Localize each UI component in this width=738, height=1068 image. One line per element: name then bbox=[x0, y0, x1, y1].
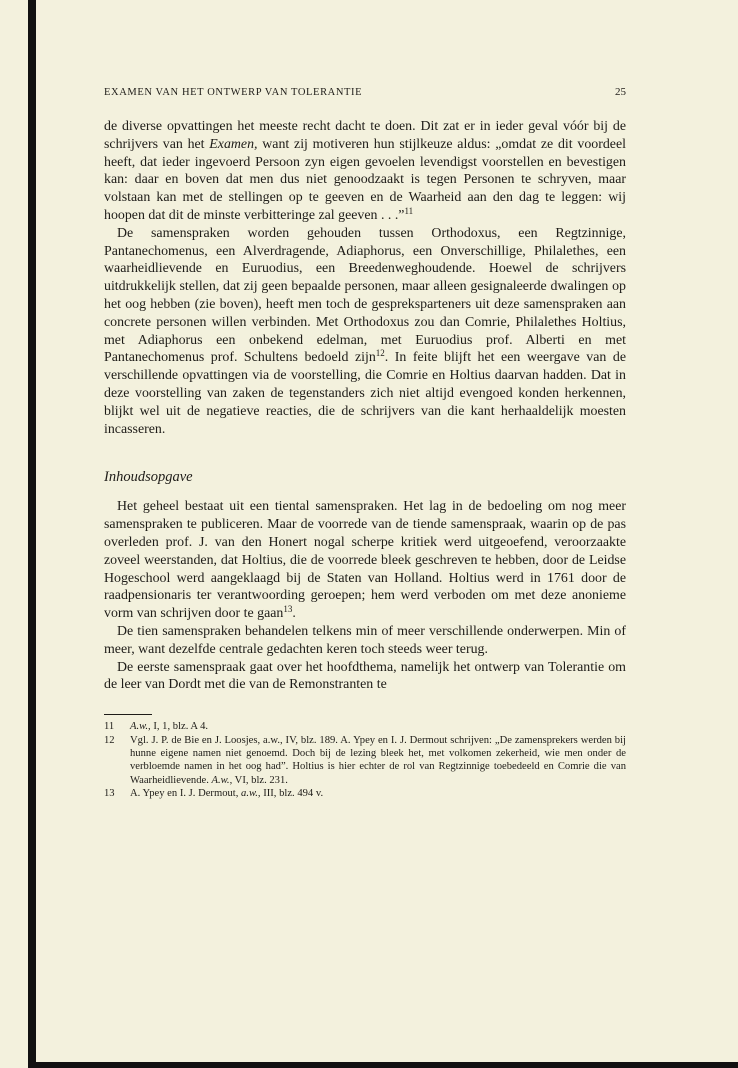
fn13-abbr: a.w., bbox=[241, 788, 261, 800]
book-page bbox=[104, 86, 626, 801]
footnotes bbox=[104, 720, 626, 800]
footnote-text bbox=[130, 720, 626, 733]
footnote-text bbox=[130, 734, 626, 788]
p3-text-b: . bbox=[292, 606, 296, 622]
running-head bbox=[104, 86, 626, 98]
footnote-11 bbox=[104, 720, 626, 733]
footnote-12 bbox=[104, 734, 626, 788]
scan-left-border bbox=[28, 0, 36, 1068]
footnote-ref-13[interactable]: 13 bbox=[283, 604, 293, 615]
paragraph-2 bbox=[104, 225, 626, 439]
footnote-ref-12[interactable]: 12 bbox=[375, 348, 385, 359]
fn11-abbr: A.w., bbox=[130, 721, 151, 733]
p2-text-a: De samenspraken worden gehouden tussen Orthodoxus, een Regtzinnige, Pantanechomenus, een Alverdragende, Adiaphorus, een Onverschillige, Philalethes, een waarheidlievende en Euruodius, een Breedenweghoudende. Hoewel de schrijvers uitdrukkelijk stellen, dat zij geen bepaalde personen, maar alleen gesignaleerde dwalingen op het oog hebben (zie boven), heeft men toch de gespreksparteners uit deze samenspraken aan concrete personen willen verbinden. Met Orthodoxus zou dan Comrie, Philalethes Holtius, met Adiaphorus een onbekend edelman, met Euruodius prof. Alberti en met Pantanechomenus prof. Schultens bedoeld zijn bbox=[104, 225, 626, 366]
fn11-text: I, 1, blz. A 4. bbox=[150, 721, 209, 733]
body-text bbox=[104, 118, 626, 694]
p1-text-b: want zij motiveren hun stijlkeuze aldus: „omdat ze dit voordeel heeft, dat ieder ingevoerd Persoon zyn eigen gevoelen levendigst voorstellen en bevestigen kan: daar en boven dat men dus niet genoodzaakt is tegen Personen te schryven, maar volstaan kan met de stellingen op te geeven en de Waarheid aan den dag te leggen: wij hoopen dat dit de minste verbitteringe zal geeven . . .” bbox=[104, 136, 626, 223]
footnote-text bbox=[130, 787, 626, 800]
fn12-text-b: VI, blz. 231. bbox=[232, 774, 288, 786]
footnote-rule bbox=[104, 714, 152, 715]
p3-text-a: Het geheel bestaat uit een tiental samenspraken. Het lag in de bedoeling om nog meer samenspraken te publiceren. Maar de voorrede van de tiende samenspraak, waarin op de pas overleden prof. J. van den Honert nogal scherpe kritiek werd uitgeoefend, veroorzaakte zoveel weerstanden, dat Holtius, die de voorrede bleek geschreven te hebben, door de Leidse Hogeschool werd aangeklaagd bij de Staten van Holland. Holtius werd in 1761 door de raadpensionaris ter verantwoording geroepen; hem werd verboden om met deze anonieme vorm van schrijven door te gaan bbox=[104, 499, 626, 622]
footnote-number: 13 bbox=[104, 788, 115, 800]
paragraph-4: De tien samenspraken behandelen telkens min of meer verschillende onderwerpen. Min of meer, want dezelfde centrale gedachten keren toch steeds weer terug. bbox=[104, 623, 626, 657]
paragraph-1 bbox=[104, 118, 626, 225]
paragraph-3 bbox=[104, 498, 626, 623]
p1-title-examen: Examen, bbox=[209, 136, 258, 152]
footnote-13 bbox=[104, 787, 626, 800]
fn13-text-b: III, blz. 494 v. bbox=[260, 788, 324, 800]
footnote-number: 12 bbox=[104, 734, 115, 746]
scan-bottom-border bbox=[28, 1062, 738, 1068]
footnote-number: 11 bbox=[104, 721, 115, 733]
page-number: 25 bbox=[615, 86, 626, 98]
fn13-text-a: A. Ypey en I. J. Dermout, bbox=[130, 788, 242, 800]
p1-text-a: de diverse opvattingen het meeste recht dacht te doen. Dit zat er in ieder geval vóór bij de schrijvers van het bbox=[104, 119, 626, 152]
section-heading: Inhoudsopgave bbox=[104, 469, 193, 486]
footnote-ref-11[interactable]: 11 bbox=[404, 205, 414, 216]
fn12-text-a: Vgl. J. P. de Bie en J. Loosjes, a.w., IV, blz. 189. A. Ypey en I. J. Dermout schrijven: „De zamensprekers werden bij hunne eigene namen niet genoemd. Doch bij de lezing bleek het, met volkomen zekerheid, wie men onder de verbloemde namen in het oog had”. Holtius is hier echter de rol van Regtzinnige toebedeeld en Comrie die van Waarheidlievende. bbox=[130, 734, 626, 786]
running-head-title: EXAMEN VAN HET ONTWERP VAN TOLERANTIE bbox=[104, 87, 363, 98]
p2-text-b: . In feite blijft het een weergave van de verschillende opvattingen via de voorstelling, die Comrie en Holtius daarvan hadden. Dat in deze voorstelling van zaken de tegenstanders zich niet altijd evengoed konden herkennen, blijkt wel uit de negatieve reacties, die de schrijvers van die kant herhaaldelijk moesten incasseren. bbox=[104, 350, 626, 437]
fn12-abbr: A.w., bbox=[211, 774, 233, 786]
paragraph-5: De eerste samenspraak gaat over het hoofdthema, namelijk het ontwerp van Tolerantie om de leer van Dordt met die van de Remonstranten te bbox=[104, 659, 626, 693]
